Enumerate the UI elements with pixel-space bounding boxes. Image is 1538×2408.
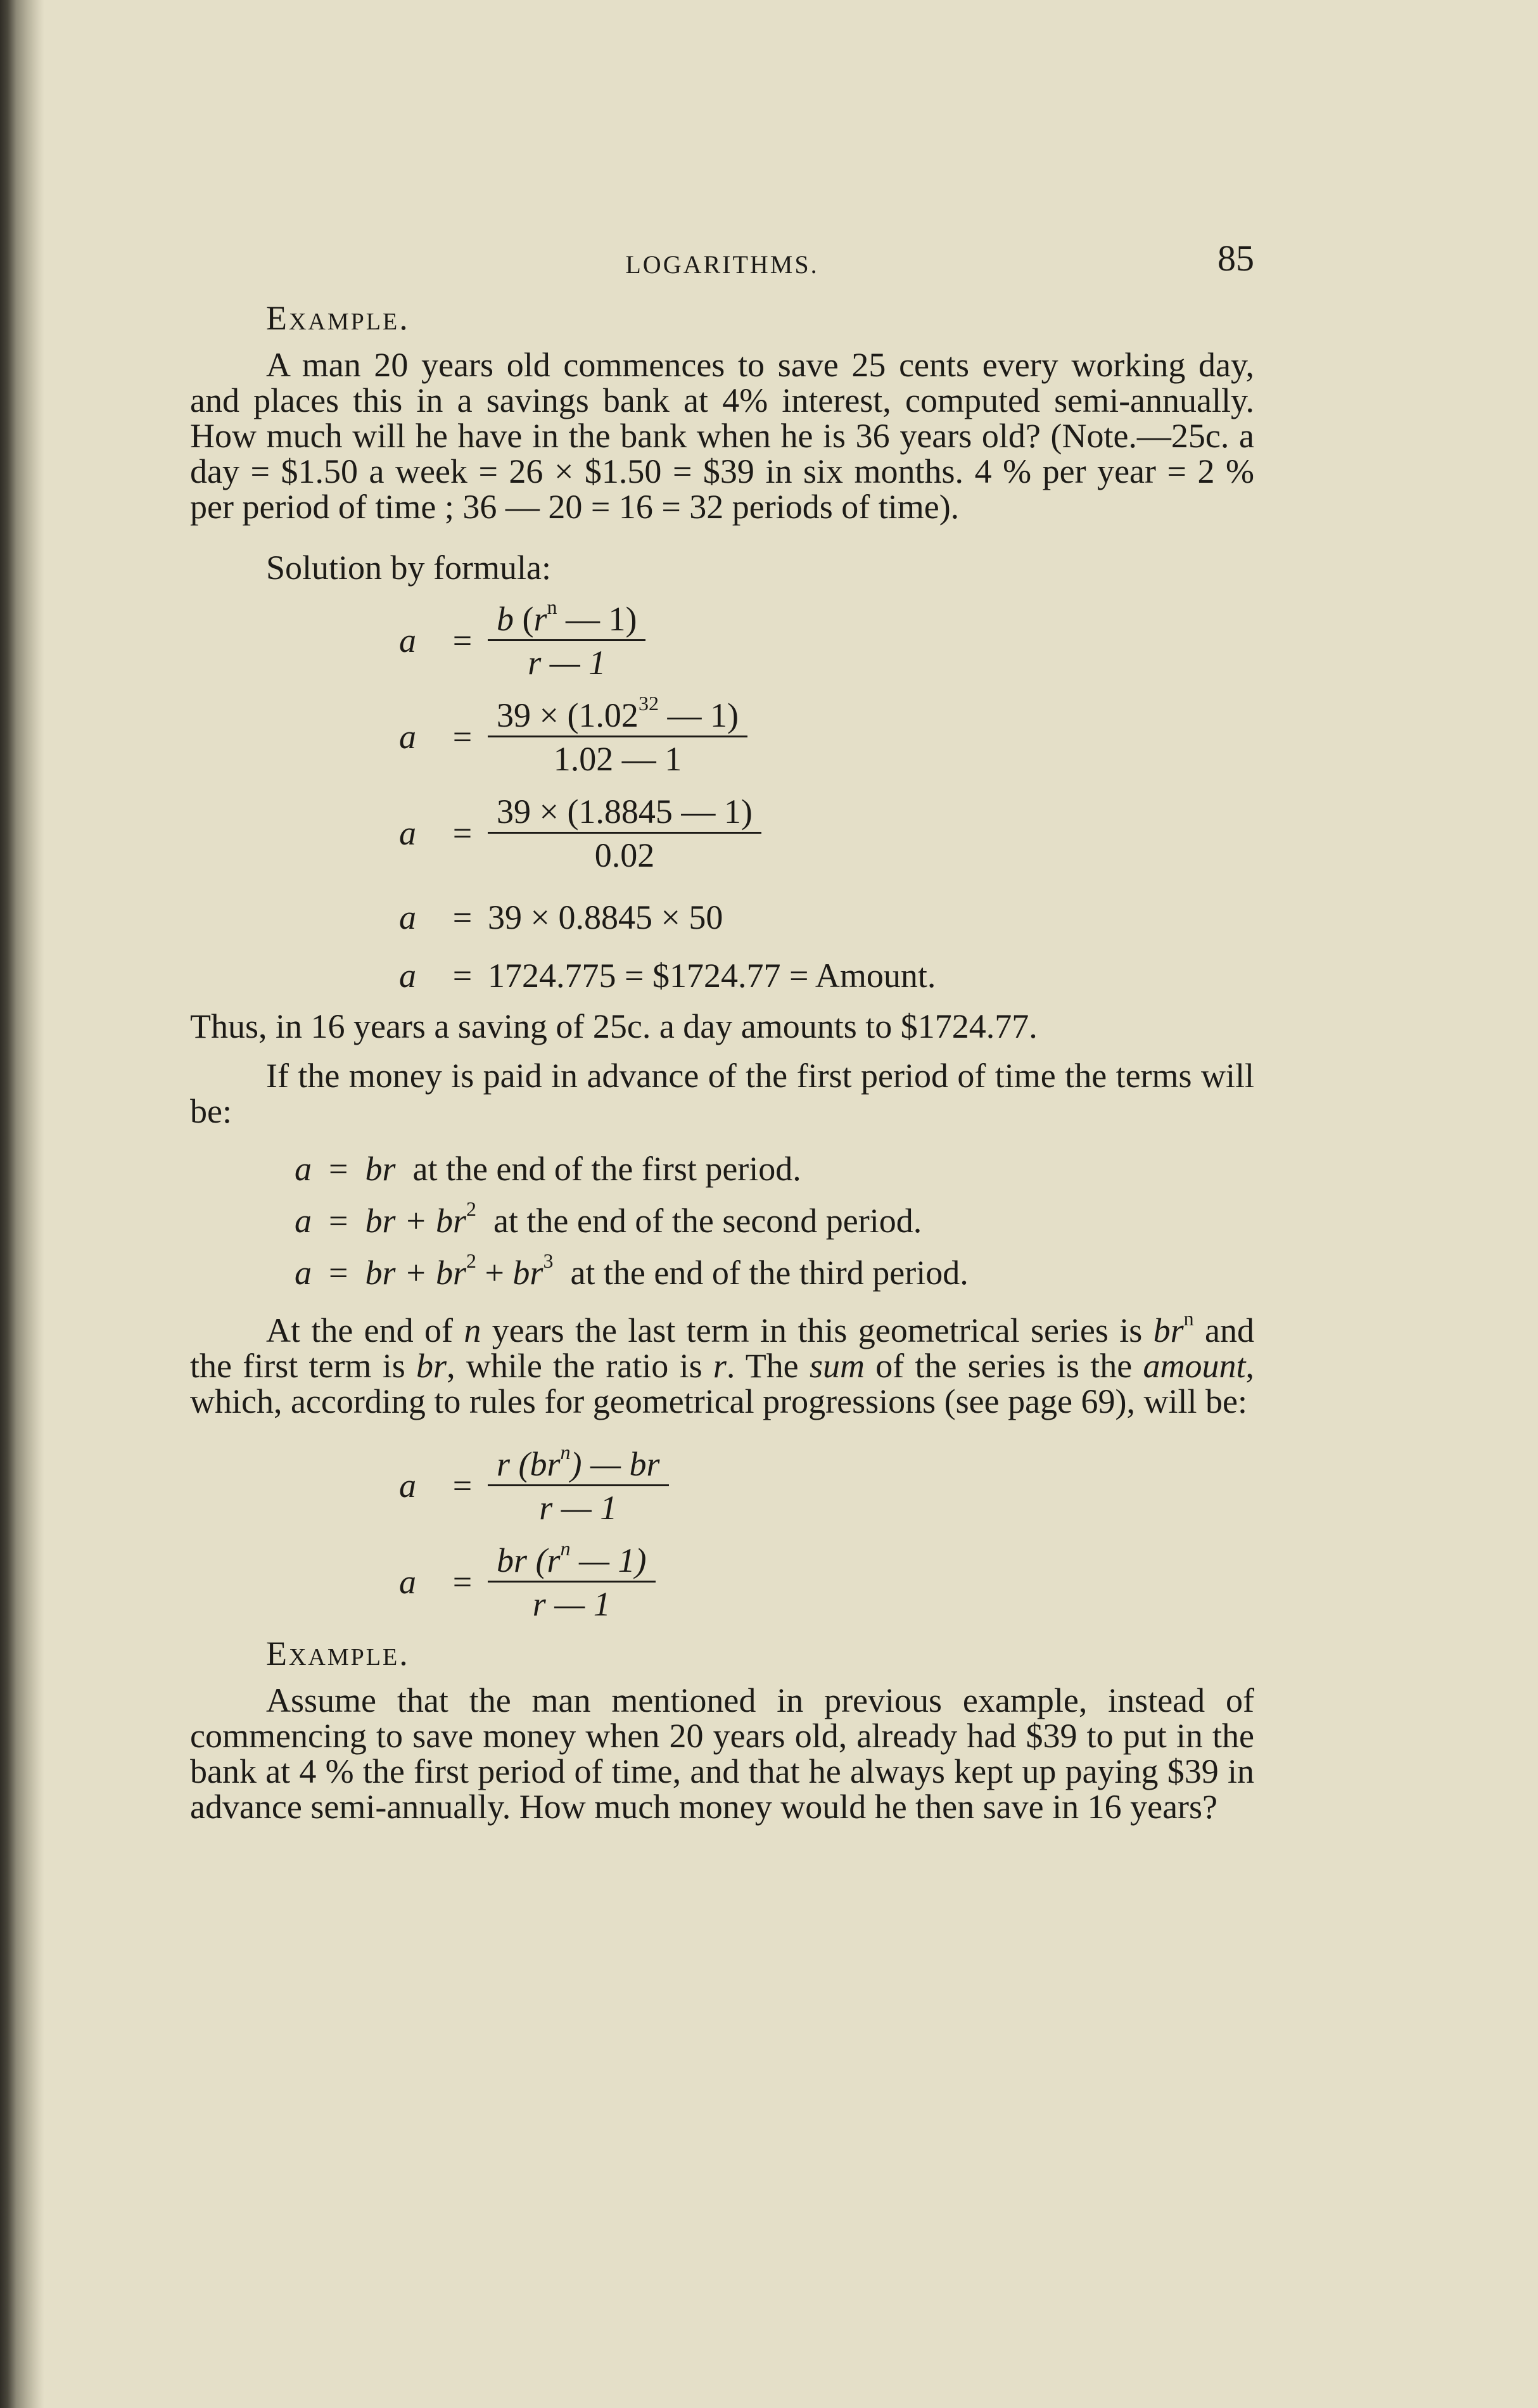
book-page [190,228,1254,1825]
formula-product [399,888,1254,946]
denominator: r — 1 [528,643,606,682]
formula-lhs: a [399,1467,416,1505]
example-heading-2: Example. [266,1634,410,1672]
equals-sign: = [452,957,473,995]
equals-sign: = [452,898,473,936]
advance-paragraph: If the money is paid in advance of the first period of time the terms will be: [190,1057,1254,1130]
formula-evaluated [399,792,1254,874]
formula-result [399,946,1254,1005]
example-paragraph: A man 20 years old commences to save 25 cents every working day, and places this in a savings bank at 4% interest, computed semi-annually. How much will he have in the bank when he is 36 years old? (Note.—25c. a day = $1.50 a week = 26 × $1.50 = $39 in six months. 4 % per year = 2 % per period of time ; 36 — 20 = 16 = 32 periods of time). [190,346,1254,526]
equals-sign: = [452,621,473,659]
term-third-period: a = br + $br^2 + br^3$ at the end of the third period. [295,1249,969,1292]
equals-sign: = [452,1563,473,1601]
fraction [488,691,747,778]
formula-lhs: a [399,898,416,936]
denominator: 1.02 — 1 [553,739,682,778]
denominator: r — 1 [532,1584,611,1623]
equals-sign: = [452,1467,473,1505]
formula-lhs: a [399,621,416,659]
fraction [488,595,645,682]
fraction [488,1536,656,1623]
solution-lead: Solution by formula: [266,549,551,587]
example-paragraph-2: Assume that the man mentioned in previous example, instead of commencing to save money when 20 years old, already had $39 to put in the bank at 4 % the first period of time, and that he always kept up paying $39 in advance semi-annually. How much money would he then save in 16 years? [190,1681,1254,1826]
formula-lhs: a [399,814,416,852]
formula-general [399,595,1254,682]
formula-series-sum [399,1440,1254,1527]
formula-series-simplified [399,1536,1254,1623]
denominator: r — 1 [539,1488,618,1527]
denominator: 0.02 [594,836,655,874]
page-number: 85 [1217,238,1254,279]
example-heading: Example. [266,299,410,337]
formula-lhs: a [399,718,416,756]
equals-sign: = [452,814,473,852]
fraction [488,1440,669,1527]
numerator: br ($r^n$ — 1) [488,1543,656,1583]
fraction [488,794,761,873]
term-first-period: a = br at the end of the first period. [295,1150,801,1188]
page-header [190,228,1254,291]
formula-substituted [399,691,1254,778]
numerator: 39 × (1.8845 — 1) [488,794,761,834]
formula-lhs: a [399,957,416,995]
formula-rhs: 39 × 0.8845 × 50 [488,898,723,936]
equals-sign: = [452,718,473,756]
formula-lhs: a [399,1563,416,1601]
geometric-series-paragraph: At the end of n years the last term in this geometrical series is $br^n$ and the first term is br, while the ratio is r. The sum of the series is the amount, which, according to rules for geometrical progressions (see page 69), will be: [190,1307,1255,1420]
numerator: r $(br^n)$ — br [488,1446,669,1486]
formula-rhs: 1724.775 = $1724.77 = Amount. [488,957,936,995]
numerator: b ($r^n$ — 1) [488,601,645,641]
conclusion-line: Thus, in 16 years a saving of 25c. a day amounts to $1724.77. [190,1007,1038,1045]
term-second-period: a = br + $br^2$ at the end of the second period. [295,1197,922,1240]
running-head: LOGARITHMS. [625,250,819,279]
numerator: $39 \times (1.02^{32}$ — 1) [488,698,747,737]
book-spine-shadow [0,0,44,2408]
